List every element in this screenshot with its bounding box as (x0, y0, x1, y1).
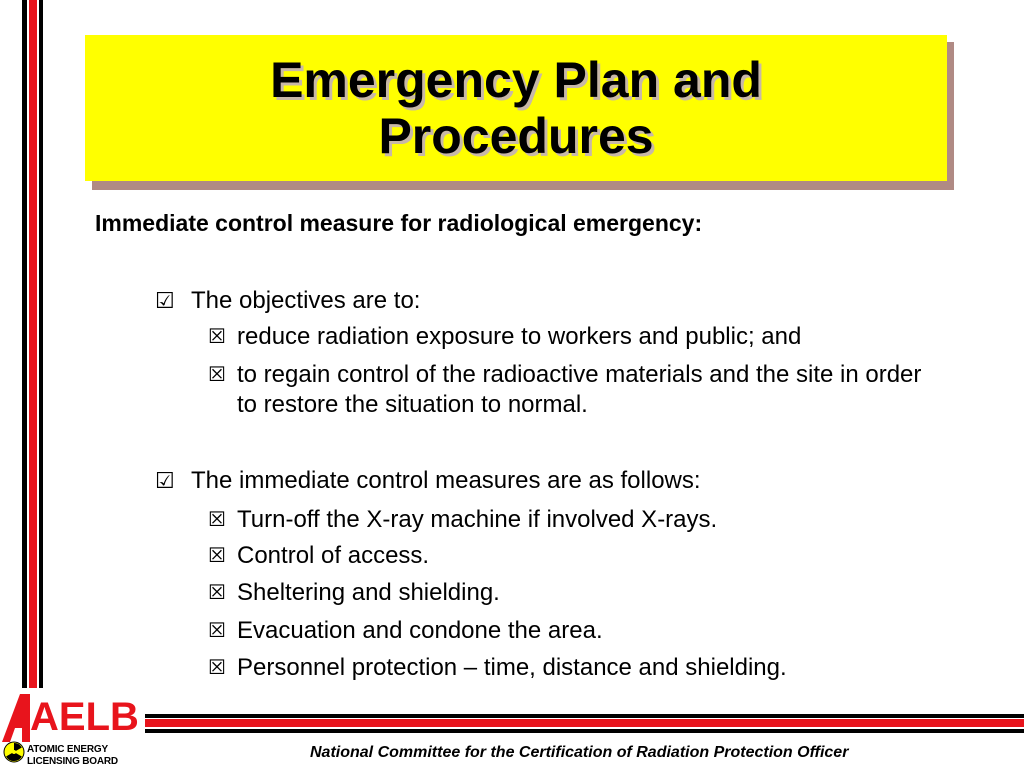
list-item (208, 322, 968, 352)
checkbox-icon: ☑ (155, 288, 175, 313)
list-item-text: reduce radiation exposure to workers and public; and (237, 323, 802, 350)
subtitle: Immediate control measure for radiological emergency: (95, 210, 703, 236)
title-line-2: Procedures (378, 108, 654, 164)
list-item-text: to regain control of the radioactive materials and the site in order to restore the situation to normal. (237, 361, 922, 418)
footer-rule-black-top (145, 714, 1024, 718)
footer-rule-black-bottom (145, 729, 1024, 733)
logo-line-1: ATOMIC ENERGY (27, 744, 108, 755)
x-box-icon: ☒ (208, 657, 226, 679)
list-item-text: Control of access. (237, 542, 430, 569)
list-item (208, 360, 948, 420)
section-heading-control-measures (155, 466, 701, 496)
list-item-text: Personnel protection – time, distance and shielding. (237, 654, 787, 681)
section-heading-text: The immediate control measures are as follows: (191, 467, 701, 494)
x-box-icon: ☒ (208, 509, 226, 531)
title-line-1: Emergency Plan and (270, 52, 762, 108)
list-item (208, 616, 968, 646)
footer-caption: National Committee for the Certification of Radiation Protection Officer (310, 744, 849, 761)
title-box (85, 35, 947, 181)
list-item (208, 653, 968, 683)
x-box-icon: ☒ (208, 620, 226, 642)
aelb-logo (0, 690, 140, 768)
left-border-black-outer (22, 0, 27, 688)
x-box-icon: ☒ (208, 582, 226, 604)
logo-line-2: LICENSING BOARD (27, 756, 118, 767)
x-box-icon: ☒ (208, 326, 226, 348)
x-box-icon: ☒ (208, 364, 226, 386)
list-item (208, 578, 968, 608)
left-border-black-inner (39, 0, 43, 688)
list-item-text: Sheltering and shielding. (237, 579, 500, 606)
list-item (208, 541, 968, 571)
logo-letters: AELB (30, 695, 139, 739)
list-item-text: Turn-off the X-ray machine if involved X-rays. (237, 506, 718, 533)
section-heading-text: The objectives are to: (191, 287, 421, 314)
left-border-red (29, 0, 37, 688)
list-item (208, 505, 968, 535)
x-box-icon: ☒ (208, 545, 226, 567)
footer-rule-red (145, 719, 1024, 727)
checkbox-icon: ☑ (155, 468, 175, 493)
section-heading-objectives (155, 286, 420, 316)
list-item-text: Evacuation and condone the area. (237, 617, 603, 644)
